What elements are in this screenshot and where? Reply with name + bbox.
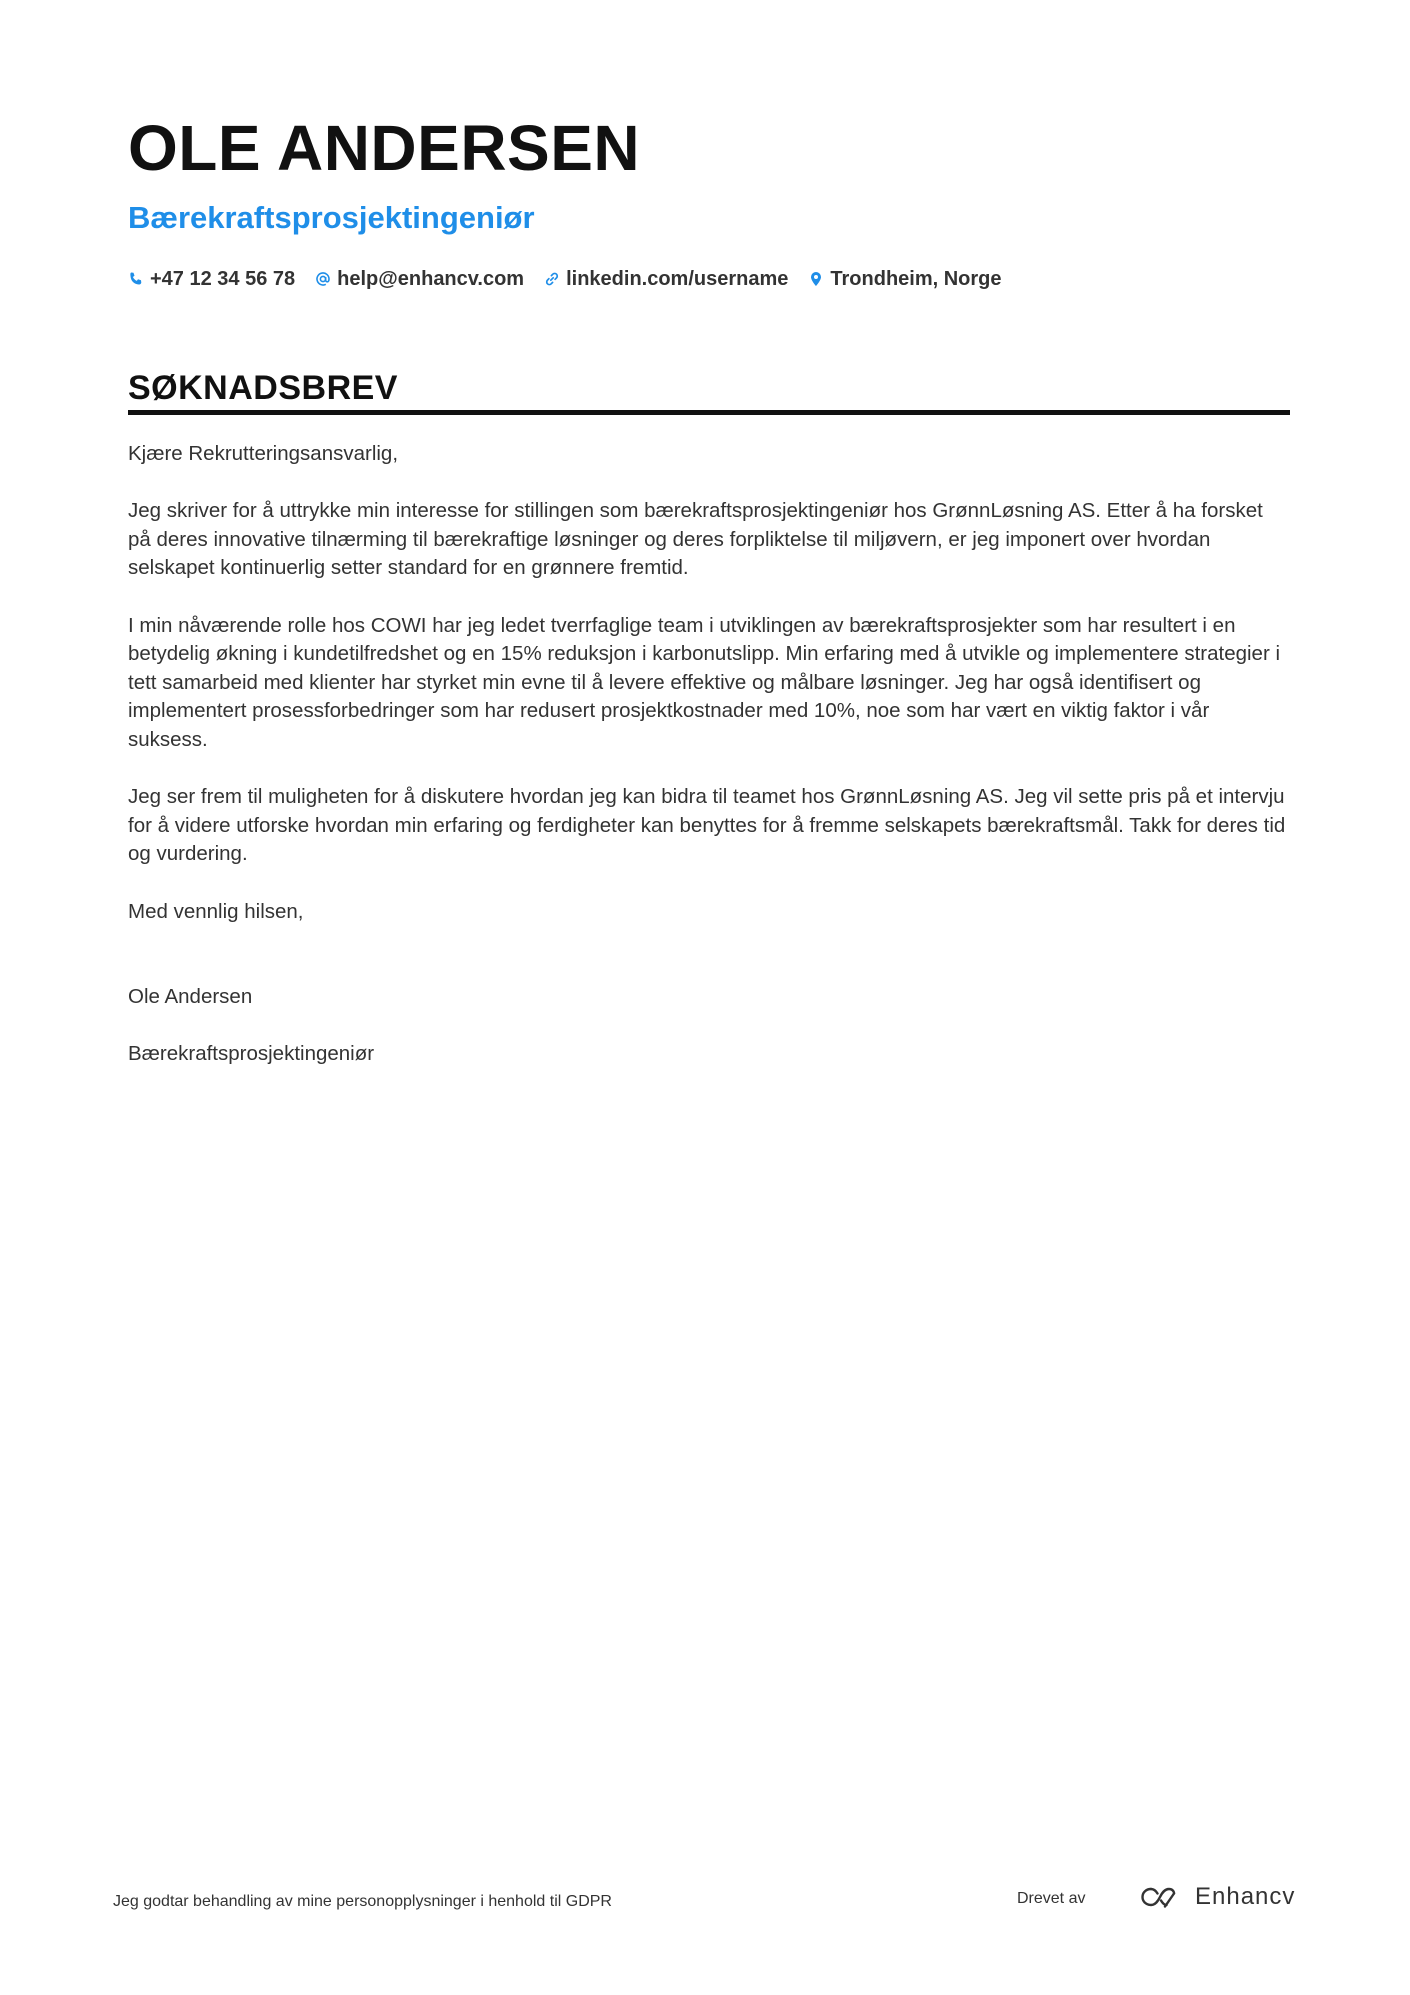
signoff: Med vennlig hilsen,	[128, 899, 304, 923]
contact-location	[808, 268, 1001, 291]
contact-phone	[128, 268, 295, 291]
signature-title: Bærekraftsprosjektingeniør	[128, 1042, 375, 1066]
contact-linkedin[interactable]	[544, 268, 788, 291]
phone-icon	[128, 271, 144, 287]
header	[128, 108, 1290, 294]
phone-text: +47 12 34 56 78	[150, 267, 296, 290]
brand-name[interactable]: Enhancv	[1195, 1883, 1296, 1910]
linkedin-link[interactable]: linkedin.com/username	[566, 267, 789, 290]
brand-link[interactable]	[1135, 1883, 1295, 1911]
location-text: Trondheim, Norge	[830, 267, 1002, 290]
powered-by-label: Drevet av	[1017, 1890, 1086, 1907]
gdpr-consent-text: Jeg godtar behandling av mine personopplysninger i henhold til GDPR	[113, 1893, 612, 1910]
letter-paragraph: Jeg ser frem til muligheten for å diskutere hvordan jeg kan bidra til teamet hos GrønnLøsning AS. Jeg vil sette pris på et intervju for å videre utforske hvordan min erfaring og ferdigheter kan benyttes for å fremme selskapets bærekraftsmål. Takk for deres tid og vurdering.	[128, 785, 1286, 866]
contact-row	[128, 264, 1290, 294]
section-title: SØKNADSBREV	[128, 369, 398, 407]
letter-paragraph: I min nåværende rolle hos COWI har jeg ledet tverrfaglige team i utviklingen av bærekraftsprosjekter som har resultert i en betydelig økning i kundetilfredshet og en 15% reduksjon i karbonutslipp. Min erfaring med å utvikle og implementere strategier i tett samarbeid med klienter har styrket min evne til å levere effektive og målbare løsninger. Jeg har også identifisert og implementert prosessforbedringer som har redusert prosjektkostnader med 10%, noe som har vært en viktig faktor i vår suksess.	[128, 613, 1281, 751]
candidate-name: OLE ANDERSEN	[128, 112, 641, 184]
job-title: Bærekraftsprosjektingeniør	[128, 200, 535, 235]
link-icon	[544, 271, 560, 287]
signature-name: Ole Andersen	[128, 985, 253, 1009]
letter-paragraph: Jeg skriver for å uttrykke min interesse for stillingen som bærekraftsprosjektingeniør hos GrønnLøsning AS. Etter å ha forsket på deres innovative tilnærming til bærekraftige løsninger og deres forpliktelse til miljøvern, er jeg imponert over hvordan selskapet kontinuerlig setter standard for en grønnere fremtid.	[128, 499, 1263, 580]
contact-email[interactable]	[315, 268, 524, 291]
location-pin-icon	[808, 271, 824, 287]
greeting: Kjære Rekrutteringsansvarlig,	[128, 442, 399, 465]
enhancv-logo-icon	[1135, 1883, 1183, 1911]
section-divider	[128, 410, 1290, 415]
letter-body	[128, 440, 1290, 1097]
email-link[interactable]: help@enhancv.com	[337, 267, 525, 290]
at-icon	[315, 271, 331, 287]
